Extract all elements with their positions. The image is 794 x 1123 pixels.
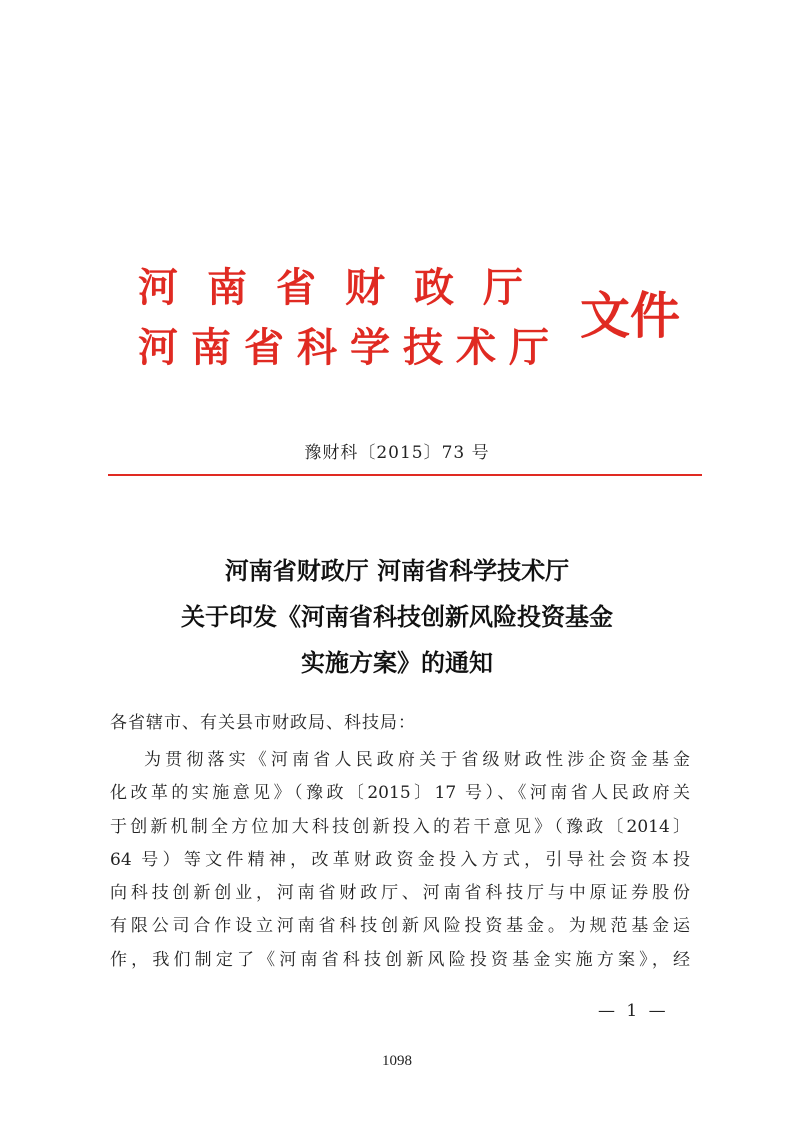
body-line: 向科技创新创业，河南省财政厅、河南省科技厅与中原证券股份 [110, 883, 690, 904]
issuer-finance-dept: 河南省财政厅 [138, 264, 552, 311]
title-line-3: 实施方案》的通知 [301, 648, 493, 677]
body-line: 为贯彻落实《河南省人民政府关于省级财政性涉企资金基金 [144, 750, 690, 770]
issuer-science-dept: 河南省科学技术厅 [138, 324, 562, 371]
document-title [0, 548, 794, 686]
body-line: 于创新机制全方位加大科技创新投入的若干意见》（豫政〔2014〕 [110, 816, 690, 837]
title-line-1: 河南省财政厅 河南省科学技术厅 [224, 556, 570, 585]
page-number: — 1 — [598, 1001, 669, 1021]
body-line: 有限公司合作设立河南省科技创新风险投资基金。为规范基金运 [110, 916, 690, 937]
body-line: 作，我们制定了《河南省科技创新风险投资基金实施方案》，经 [110, 949, 690, 970]
doc-type-label: 文件 [580, 286, 680, 345]
archive-page-number: 1098 [382, 1053, 412, 1069]
body-paragraph [110, 744, 690, 977]
title-line-2: 关于印发《河南省科技创新风险投资基金 [181, 602, 613, 631]
document-number: 豫财科〔2015〕73 号 [304, 443, 490, 463]
body-line: 化改革的实施意见》（豫政〔2015〕17 号）、《河南省人民政府关 [110, 783, 690, 804]
red-divider-line [108, 474, 702, 476]
body-line: 64 号）等文件精神，改革财政资金投入方式，引导社会资本投 [110, 849, 690, 870]
salutation: 各省辖市、有关县市财政局、科技局： [110, 713, 416, 733]
